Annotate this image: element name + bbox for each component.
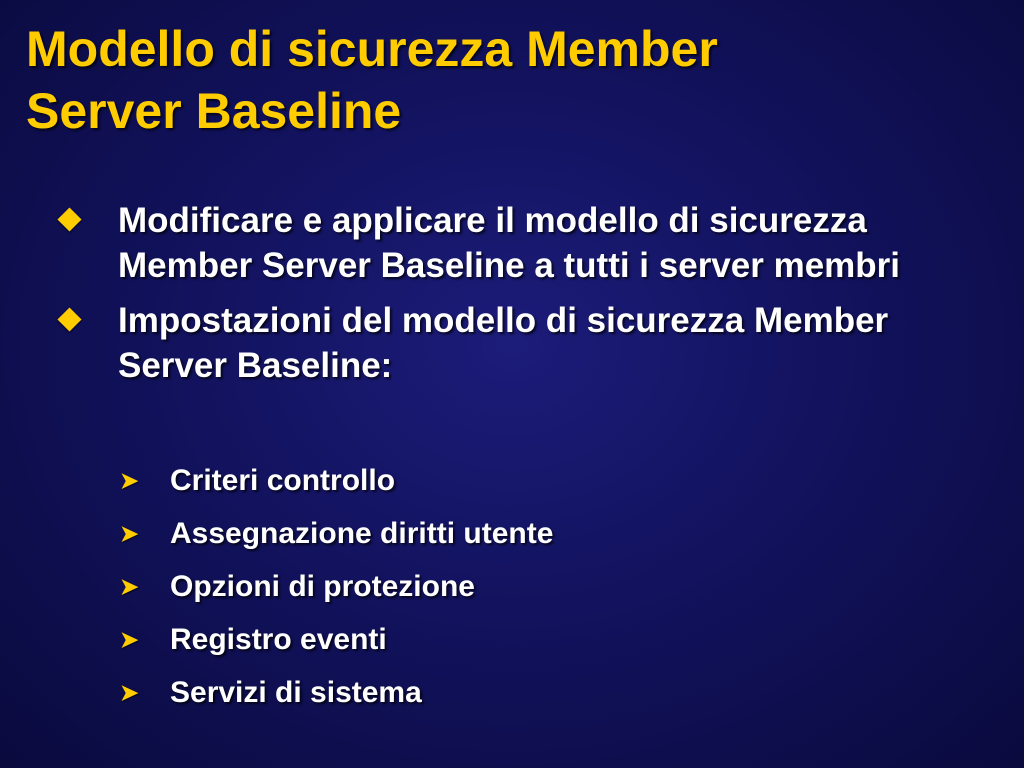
- arrowhead-bullet-icon: ➤: [120, 521, 139, 546]
- sub-bullet-item: [0, 509, 1024, 562]
- slide-title-line-2: Server Baseline: [26, 83, 402, 139]
- sub-bullet-item: [0, 456, 1024, 509]
- sub-bullet-text: Opzioni di protezione: [170, 570, 475, 603]
- arrowhead-bullet-icon: ➤: [120, 468, 139, 493]
- diamond-bullet-icon: [57, 307, 81, 331]
- sub-bullet-text: Registro eventi: [170, 623, 387, 656]
- arrowhead-bullet-icon: ➤: [120, 627, 139, 652]
- sub-bullet-text: Servizi di sistema: [170, 676, 422, 709]
- bullet-text: Impostazioni del modello di sicurezza Member Server Baseline:: [118, 301, 889, 385]
- sub-bullet-text: Criteri controllo: [170, 464, 396, 497]
- bullet-list: [0, 198, 1024, 388]
- sub-bullet-item: [0, 668, 1024, 721]
- arrowhead-bullet-icon: ➤: [120, 574, 139, 599]
- slide-title-line-1: Modello di sicurezza Member: [26, 21, 718, 77]
- slide-title: [26, 18, 1006, 142]
- sub-bullet-list: [0, 456, 1024, 721]
- sub-bullet-text: Assegnazione diritti utente: [170, 517, 554, 550]
- arrowhead-bullet-icon: ➤: [120, 680, 139, 705]
- sub-bullet-item: [0, 562, 1024, 615]
- bullet-item: [0, 298, 988, 388]
- bullet-text: Modificare e applicare il modello di sicurezza Member Server Baseline a tutti i server membri: [118, 201, 901, 285]
- sub-bullet-item: [0, 615, 1024, 668]
- diamond-bullet-icon: [57, 207, 81, 231]
- bullet-item: [0, 198, 988, 288]
